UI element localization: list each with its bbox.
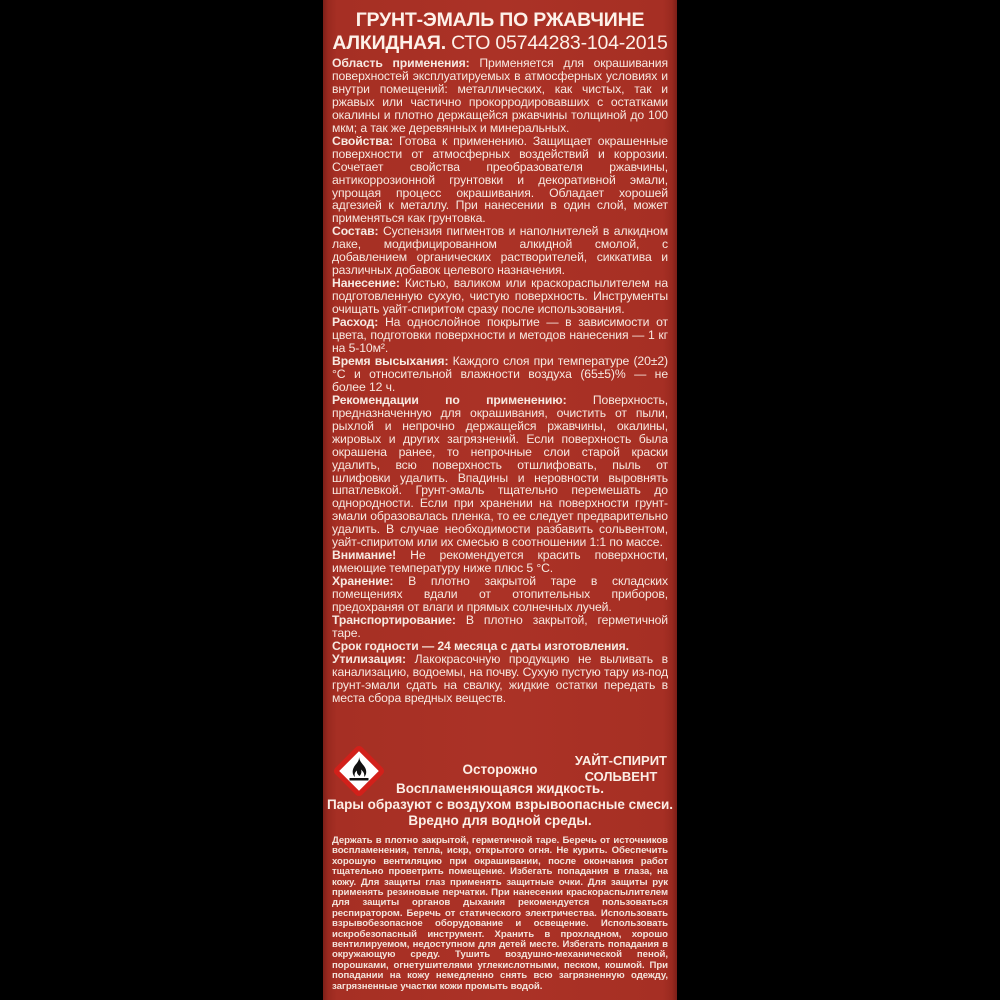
- product-label: [323, 0, 677, 1000]
- product-title: [331, 9, 669, 54]
- solvent-name-2: СОЛЬВЕНТ: [584, 768, 658, 784]
- product-title-line2: [331, 32, 669, 55]
- section-disposal: Утилизация: Лакокрасочную продукцию не выливать в канализацию, водоемы, на почву. Сухую пустую тару из-под грунт-эмали сдать на свалку, жидкие остатки передать в места сбора вредных веществ.: [332, 651, 668, 705]
- product-title-line1: ГРУНТ-ЭМАЛЬ ПО РЖАВЧИНЕ: [355, 9, 645, 31]
- hazard-statement-2: Пары образуют с воздухом взрывоопасные смеси.: [326, 796, 674, 812]
- caution-word: Осторожно: [462, 762, 538, 777]
- section-recommendations: Рекомендации по применению: Поверхность, предназначенную для окрашивания, очистить от пыли, рыхлой и непрочно держащейся ржавчины, окалины, жировых и других загрязнений. Если поверхность была окрашена ранее, то непрочные слои старой краски удалить, всю поверхность отшлифовать, пыль от шлифовки удалить. Впадины и неровности выровнять шпатлевкой. Грунт-эмаль тщательно перемешать до однородности. Если при хранении на поверхности грунт-эмали образовалась пленка, то ее следует предварительно удалить. В случае необходимости разбавить сольвентом, уайт-спиритом или их смесью в соотношении 1:1 по массе.: [332, 392, 668, 550]
- product-type: АЛКИДНАЯ.: [332, 31, 446, 54]
- section-attention: Внимание! Не рекомендуется красить поверхности, имеющие температуру ниже плюс 5 °С.: [332, 548, 668, 576]
- section-application-method: Нанесение: Кистью, валиком или краскораспылителем на подготовленную сухую, чистую поверхность. Инструменты очищать уайт-спиритом сразу после использования.: [332, 276, 668, 317]
- hazard-statements: [323, 781, 677, 828]
- hazard-statement-3: Вредно для водной среды.: [408, 812, 592, 828]
- section-drying-time: Время высыхания: Каждого слоя при температуре (20±2) °С и относительной влажности воздуха (65±5)% — не более 12 ч.: [332, 353, 668, 394]
- solvent-name-1: УАЙТ-СПИРИТ: [574, 753, 667, 768]
- section-consumption: Расход: На однослойное покрытие — в зависимости от цвета, подготовки поверхности и методов нанесения — 1 кг на 5-10м².: [332, 315, 668, 355]
- section-application: Область применения: Применяется для окрашивания поверхностей эксплуатируемых в атмосферных условиях и внутри помещений: металлических, как чистых, так и ржавых или частично прокорродировавших с остатками окалины и плотно держащейся ржавчины толщиной до 100 мкм; а так же деревянных и минеральных.: [332, 57, 668, 135]
- section-transport: Транспортирование: В плотно закрытой, герметичной таре.: [332, 612, 668, 640]
- hazard-warning-block: [323, 745, 677, 834]
- safety-instructions: Держать в плотно закрытой, герметичной таре. Беречь от источников воспламенения, тепла, искр, открытого огня. Не курить. Обеспечить хорошую вентиляцию при окрашивании, после окончания работ тщательно проветрить помещение. Избегать попадания в глаза, на кожу. Для защиты глаз применять защитные очки. Для защиты рук применять резиновые перчатки. При нанесении краскораспылителем для защиты органов дыхания рекомендуется пользоваться респиратором. Беречь от статического электричества. Использовать взрывобезопасное оборудование и освещение. Использовать искробезопасный инструмент. Хранить в прохладном, хорошо вентилируемом, недоступном для детей месте. Избегать попадания в окружающую среду. Тушить воздушно-механической пеной, порошками, огнетушителями углекислотными, песком, кошмой. При попадании на кожу немедленно снять всю загрязненную одежду, загрязненные участки кожи промыть водой.: [332, 836, 668, 992]
- hazard-statement-1: Воспламеняющаяся жидкость.: [396, 781, 604, 796]
- section-composition: Состав: Суспензия пигментов и наполнителей в алкидном лаке, модифицированном алкидной смолой, с добавлением органических растворителей, сиккатива и различных добавок целевого назначения.: [332, 224, 668, 278]
- label-sections: [332, 57, 668, 745]
- section-shelf-life: Срок годности — 24 месяца с даты изготовления.: [332, 638, 629, 653]
- standard-number: СТО 05744283-104-2015: [451, 31, 668, 54]
- section-properties: Свойства: Готова к применению. Защищает окрашенные поверхности от атмосферных воздействий и коррозии. Сочетает свойства преобразователя ржавчины, антикоррозионной грунтовки и декоративной эмали, упрощая процесс окрашивания. Обладает хорошей адгезией к металлу. При нанесении в один слой, может применяться как грунтовка.: [332, 133, 668, 226]
- section-storage: Хранение: В плотно закрытой таре в складских помещениях вдали от отопительных приборов, предохраняя от влаги и прямых солнечных лучей.: [332, 574, 668, 615]
